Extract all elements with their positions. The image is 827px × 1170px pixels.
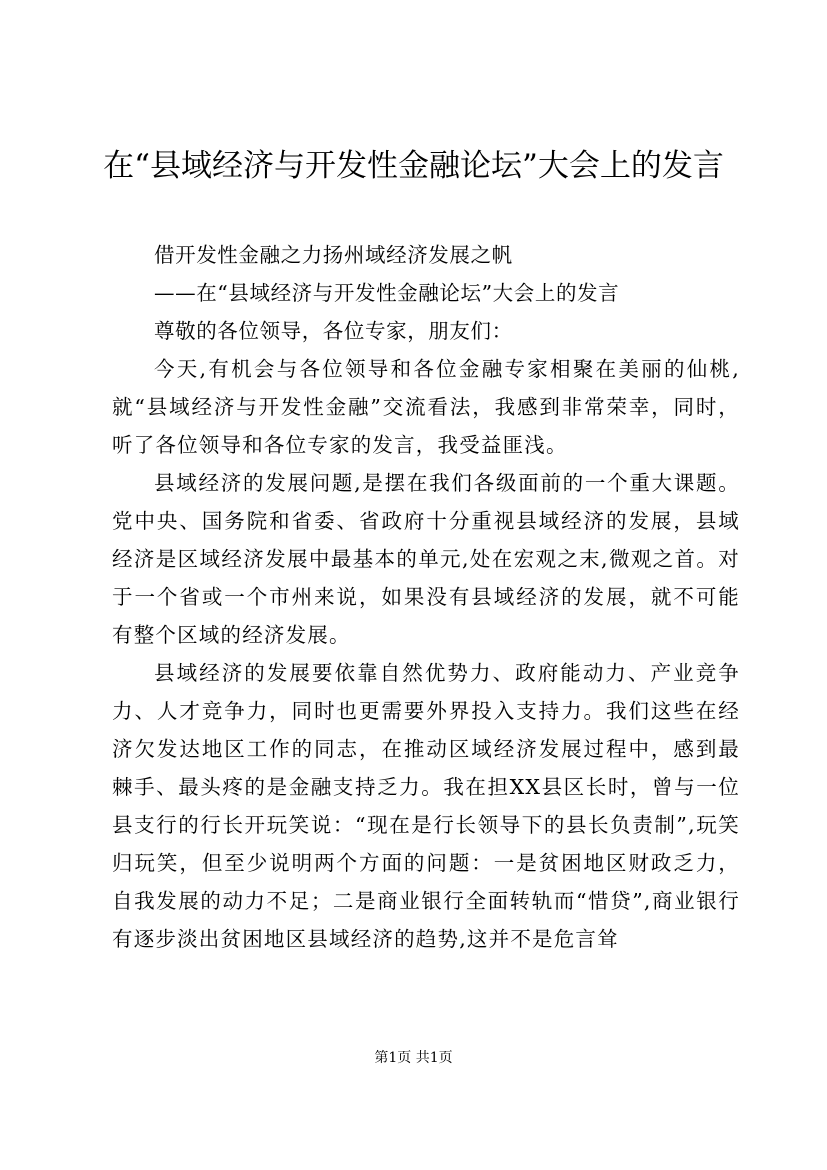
subtitle-dash-paragraph: ——在“县域经济与开发性金融论坛”大会上的发言 <box>154 281 620 305</box>
document-body <box>112 236 740 958</box>
subtitle-paragraph: 借开发性金融之力扬州域经济发展之帆 <box>154 243 513 267</box>
body-paragraph: 县域经济的发展问题,是摆在我们各级面前的一个重大课题。党中央、国务院和省委、省政府十分重视县域经济的发展，县域经济是区域经济发展中最基本的单元,处在宏观之末,微观之首。对于一个省或一个市州来说，如果没有县域经济的发展，就不可能有整个区域的经济发展。 <box>112 471 740 647</box>
body-paragraph: 县域经济的发展要依靠自然优势力、政府能动力、产业竞争力、人才竞争力，同时也更需要外界投入支持力。我们这些在经济欠发达地区工作的同志，在推动区域经济发展过程中，感到最棘手、最头疼的是金融支持乏力。我在担XX县区长时，曾与一位县支行的行长开玩笑说：“现在是行长领导下的县长负责制”,玩笑归玩笑，但至少说明两个方面的问题：一是贫困地区财政乏力，自我发展的动力不足；二是商业银行全面转轨而“惜贷”,商业银行有逐步淡出贫困地区县域经济的趋势,这并不是危言耸 <box>112 661 740 951</box>
document-title: 在“县域经济与开发性金融论坛”大会上的发言 <box>103 148 724 184</box>
salutation-paragraph: 尊敬的各位领导，各位专家，朋友们： <box>154 319 513 343</box>
page-number-footer: 第1页 共1页 <box>374 1050 453 1066</box>
body-paragraph: 今天,有机会与各位领导和各位金融专家相聚在美丽的仙桃,就“县域经济与开发性金融”交流看法，我感到非常荣幸，同时，听了各位领导和各位专家的发言，我受益匪浅。 <box>112 357 740 457</box>
